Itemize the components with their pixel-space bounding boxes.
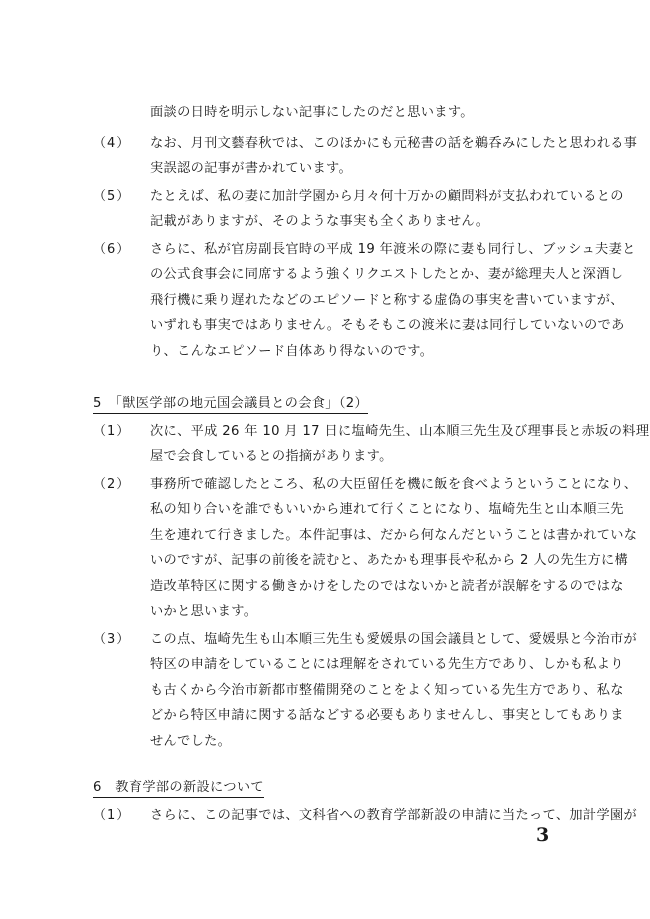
section-5-heading: 5 「獣医学部の地元国会議員との会食」（2） <box>93 396 368 414</box>
item-number: （3） <box>93 632 131 647</box>
paragraph-line: 特区の申請をしていることには理解をされている先生方であり、しかも私より <box>150 657 624 672</box>
paragraph-line: 飛行機に乗り遅れたなどのエピソードと称する虚偽の事実を書いていますが、 <box>150 293 624 308</box>
paragraph-line: 造改革特区に関する働きかけをしたのではないかと読者が誤解をするのではな <box>150 579 624 594</box>
paragraph-line: たとえば、私の妻に加計学園から月々何十万かの顧問料が支払われているとの <box>150 189 624 204</box>
paragraph-line: 私の知り合いを誰でもいいから連れて行くことになり、塩崎先生と山本順三先 <box>150 502 624 517</box>
paragraph-line: も古くから今治市新都市整備開発のことをよく知っている先生方であり、私な <box>150 683 624 698</box>
item-number: （5） <box>93 189 131 204</box>
item-number: （6） <box>93 242 131 257</box>
paragraph-line: どから特区申請に関する話などする必要もありませんし、事実としてもありま <box>150 708 624 723</box>
paragraph-line: 記載がありますが、そのような事実も全くありません。 <box>150 214 490 229</box>
paragraph-line: せんでした。 <box>150 734 232 749</box>
paragraph-line: いかと思います。 <box>150 604 258 619</box>
paragraph-line: り、こんなエピソード自体あり得ないのです。 <box>150 344 434 359</box>
item-number: （4） <box>93 136 131 151</box>
paragraph-line: 次に、平成 26 年 10 月 17 日に塩崎先生、山本順三先生及び理事長と赤坂の料理 <box>150 424 650 439</box>
paragraph-line: いずれも事実ではありません。そもそもこの渡米に妻は同行していないのであ <box>150 318 625 333</box>
paragraph-line: 生を連れて行きました。本件記事は、だから何なんだということは書かれていな <box>150 528 638 543</box>
item-number: （1） <box>93 424 131 439</box>
continuation-line: 面談の日時を明示しない記事にしたのだと思います。 <box>150 105 474 120</box>
paragraph-line: 屋で会食しているとの指摘があります。 <box>150 449 393 464</box>
paragraph-line: なお、月刊文藝春秋では、このほかにも元秘書の話を鵜呑みにしたと思われる事 <box>150 136 638 151</box>
paragraph-line: 事務所で確認したところ、私の大臣留任を機に飯を食べようということになり、 <box>150 477 638 492</box>
paragraph-line: さらに、私が官房副長官時の平成 19 年渡米の際に妻も同行し、ブッシュ夫妻と <box>150 242 636 257</box>
paragraph-line: 実誤認の記事が書かれています。 <box>150 161 353 176</box>
item-number: （1） <box>93 808 131 823</box>
paragraph-line: この点、塩崎先生も山本順三先生も愛媛県の国会議員として、愛媛県と今治市が <box>150 632 638 647</box>
page-number: 3 <box>536 824 550 846</box>
paragraph-line: いのですが、記事の前後を読むと、あたかも理事長や私から 2 人の先生方に構 <box>150 553 629 568</box>
section-6-heading: 6 教育学部の新設について <box>93 780 264 798</box>
item-number: （2） <box>93 477 131 492</box>
paragraph-line: さらに、この記事では、文科省への教育学部新設の申請に当たって、加計学園が <box>150 808 638 823</box>
paragraph-line: の公式食事会に同席するよう強くリクエストしたとか、妻が総理夫人と深酒し <box>150 267 624 282</box>
